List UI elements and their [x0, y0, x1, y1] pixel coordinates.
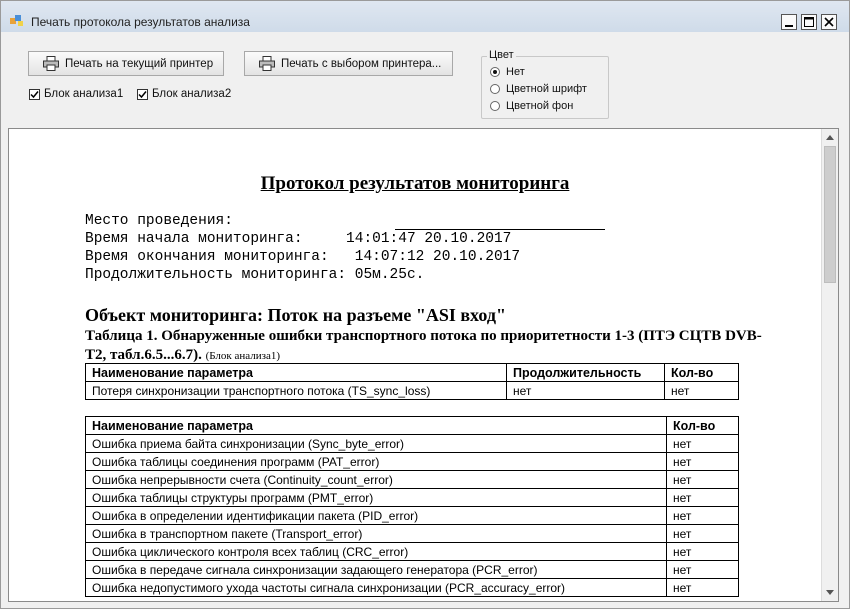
count-cell: нет	[667, 453, 739, 471]
sync-loss-table	[85, 363, 739, 400]
count-cell: нет	[667, 507, 739, 525]
table-header-row	[86, 417, 739, 435]
maximize-button[interactable]	[801, 14, 817, 30]
count-cell: нет	[667, 435, 739, 453]
count-cell: нет	[667, 561, 739, 579]
vertical-scrollbar[interactable]	[821, 129, 839, 601]
checkmark-icon	[138, 90, 147, 99]
maximize-icon	[802, 15, 816, 29]
object-heading: Объект мониторинга: Поток на разъеме "ASI вход"	[85, 305, 506, 325]
report-document	[9, 129, 821, 601]
radio-icon	[490, 84, 500, 94]
block-analysis1-label: Блок анализа1	[44, 88, 124, 100]
color-groupbox	[481, 49, 609, 119]
info-end: Время окончания мониторинга: 14:07:12 20.10.2017	[85, 249, 521, 265]
param-cell: Ошибка непрерывности счета (Continuity_count_error)	[86, 471, 667, 489]
info-place: Место проведения:	[85, 213, 233, 229]
column-header: Наименование параметра	[86, 364, 507, 382]
table-row	[86, 561, 739, 579]
block-analysis2-checkbox[interactable]	[137, 88, 231, 100]
radio-icon	[490, 101, 500, 111]
column-header: Наименование параметра	[86, 417, 667, 435]
count-cell: нет	[665, 382, 739, 400]
param-cell: Ошибка таблицы структуры программ (PMT_error)	[86, 489, 667, 507]
scroll-down-icon[interactable]	[826, 590, 834, 595]
table-row	[86, 489, 739, 507]
param-cell: Потеря синхронизации транспортного потока (TS_sync_loss)	[86, 382, 507, 400]
table-row	[86, 507, 739, 525]
radio-selected-icon	[490, 67, 500, 77]
checkmark-icon	[30, 90, 39, 99]
info-duration: Продолжительность мониторинга: 05м.25с.	[85, 267, 425, 283]
count-cell: нет	[667, 579, 739, 597]
duration-cell: нет	[507, 382, 665, 400]
table-row	[86, 543, 739, 561]
print-current-printer-button[interactable]	[28, 51, 224, 76]
count-cell: нет	[667, 543, 739, 561]
param-cell: Ошибка таблицы соединения программ (PAT_error)	[86, 453, 667, 471]
table1-note: (Блок анализа1)	[205, 350, 281, 362]
table-row	[86, 453, 739, 471]
errors-table	[85, 416, 739, 597]
color-option-none[interactable]	[490, 66, 525, 78]
column-header: Продолжительность	[507, 364, 665, 382]
column-header: Кол-во	[665, 364, 739, 382]
count-cell: нет	[667, 471, 739, 489]
table-row	[86, 525, 739, 543]
table-row	[86, 382, 739, 400]
app-icon	[9, 14, 25, 28]
print-current-printer-label: Печать на текущий принтер	[65, 57, 214, 70]
block-analysis2-label: Блок анализа2	[152, 88, 232, 100]
print-select-printer-button[interactable]	[244, 51, 453, 76]
param-cell: Ошибка в передаче сигнала синхронизации задающего генератора (PCR_error)	[86, 561, 667, 579]
color-option-label: Нет	[506, 66, 525, 78]
minimize-button[interactable]	[781, 14, 797, 30]
color-option-font[interactable]	[490, 83, 587, 95]
report-title: Протокол результатов мониторинга	[260, 173, 570, 194]
count-cell: нет	[667, 489, 739, 507]
window-title: Печать протокола результатов анализа	[31, 15, 250, 29]
param-cell: Ошибка недопустимого ухода частоты сигнала синхронизации (PCR_accuracy_error)	[86, 579, 667, 597]
param-cell: Ошибка приема байта синхронизации (Sync_byte_error)	[86, 435, 667, 453]
block-analysis1-checkbox[interactable]	[29, 88, 123, 100]
color-option-label: Цветной фон	[506, 100, 574, 112]
table-row	[86, 471, 739, 489]
scroll-up-icon[interactable]	[826, 135, 834, 140]
printer-icon	[259, 56, 275, 71]
color-option-label: Цветной шрифт	[506, 83, 587, 95]
scroll-thumb[interactable]	[824, 146, 836, 283]
close-icon	[822, 15, 836, 29]
color-option-background[interactable]	[490, 100, 573, 112]
place-underline	[395, 229, 605, 230]
print-select-printer-label: Печать с выбором принтера...	[281, 57, 442, 70]
param-cell: Ошибка циклического контроля всех таблиц (CRC_error)	[86, 543, 667, 561]
table-row	[86, 435, 739, 453]
table1-caption-text: Таблица 1. Обнаруженные ошибки транспортного потока по приоритетности 1-3 (ПТЭ СЦТВ DVB-T2, табл.6.5...6.7).	[85, 328, 762, 363]
param-cell: Ошибка в определении идентификации пакета (PID_error)	[86, 507, 667, 525]
count-cell: нет	[667, 525, 739, 543]
minimize-icon	[782, 15, 796, 29]
column-header: Кол-во	[667, 417, 739, 435]
param-cell: Ошибка в транспортном пакете (Transport_error)	[86, 525, 667, 543]
table-row	[86, 579, 739, 597]
info-start: Время начала мониторинга: 14:01:47 20.10.2017	[85, 231, 512, 247]
table-header-row	[86, 364, 739, 382]
title-bar[interactable]	[1, 1, 849, 32]
table1-caption	[85, 327, 765, 366]
toolbar	[1, 32, 849, 126]
color-group-title: Цвет	[489, 49, 514, 61]
close-button[interactable]	[821, 14, 837, 30]
printer-icon	[43, 56, 59, 71]
report-preview[interactable]	[8, 128, 839, 602]
